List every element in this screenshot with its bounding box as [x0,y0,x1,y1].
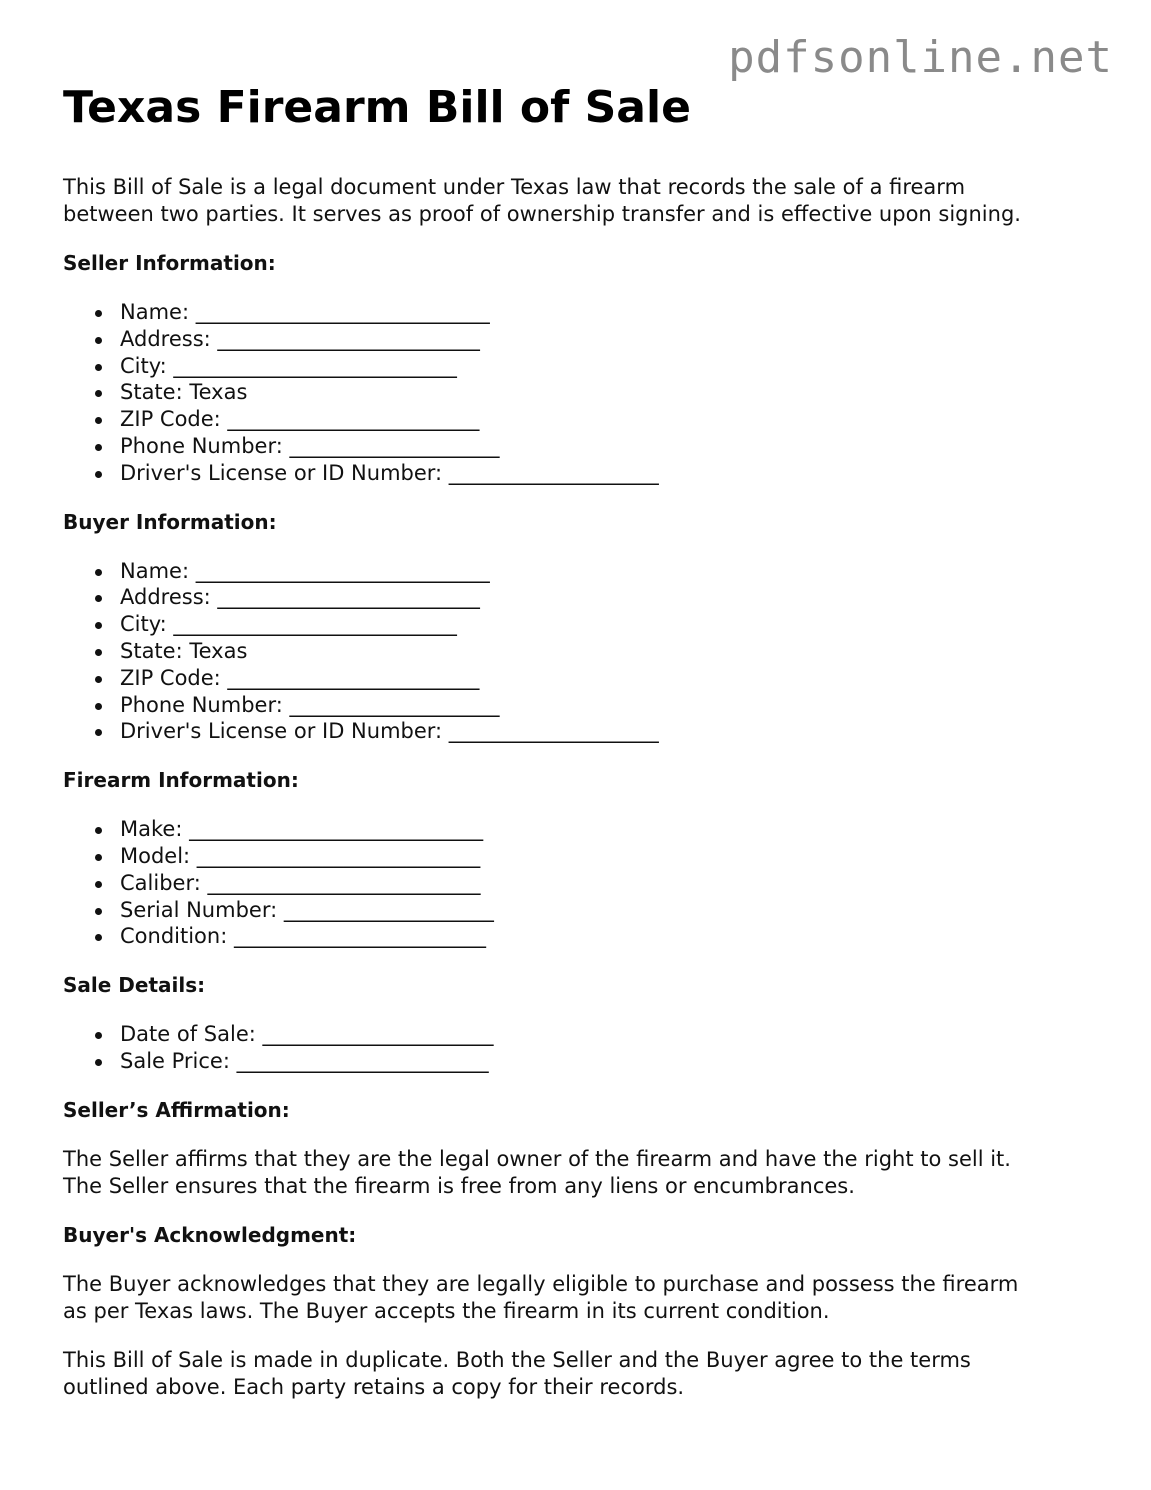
affirmation-line: The Seller affirms that they are the legal owner of the firearm and have the right to sell it. [63,1146,1011,1171]
seller-affirmation-heading: Seller’s Affirmation: [63,1097,290,1122]
firearm-caliber-field[interactable]: Caliber: __________________________ [63,870,1103,897]
seller-zip-field[interactable]: ZIP Code: ________________________ [63,406,1103,433]
acknowledgment-line: as per Texas laws. The Buyer accepts the firearm in its current condition. [63,1298,830,1323]
buyer-id-field[interactable]: Driver's License or ID Number: ____________________ [63,718,1103,745]
sale-details-list [63,1021,1103,1075]
buyer-info-heading: Buyer Information: [63,509,277,534]
sale-price-field[interactable]: Sale Price: ________________________ [63,1048,1103,1075]
closing-line: outlined above. Each party retains a copy for their records. [63,1374,685,1399]
seller-city-field[interactable]: City: ___________________________ [63,353,1103,380]
document-body [63,80,1103,1401]
buyer-acknowledgment-heading: Buyer's Acknowledgment: [63,1222,357,1247]
buyer-phone-field[interactable]: Phone Number: ____________________ [63,692,1103,719]
intro-line: between two parties. It serves as proof of ownership transfer and is effective upon signing. [63,202,1021,226]
firearm-serial-field[interactable]: Serial Number: ____________________ [63,897,1103,924]
firearm-condition-field[interactable]: Condition: ________________________ [63,923,1103,950]
intro-line: This Bill of Sale is a legal document under Texas law that records the sale of a firearm [63,175,966,199]
sale-date-field[interactable]: Date of Sale: ______________________ [63,1021,1103,1048]
buyer-info-list [63,558,1103,746]
document-title: Texas Firearm Bill of Sale [63,82,691,133]
seller-affirmation-text [63,1146,1103,1200]
seller-phone-field[interactable]: Phone Number: ____________________ [63,433,1103,460]
firearm-info-heading: Firearm Information: [63,768,299,793]
closing-line: This Bill of Sale is made in duplicate. Both the Seller and the Buyer agree to the terms [63,1347,971,1372]
buyer-address-field[interactable]: Address: _________________________ [63,584,1103,611]
acknowledgment-line: The Buyer acknowledges that they are legally eligible to purchase and possess the firearm [63,1271,1019,1296]
closing-paragraph [63,1347,1103,1401]
firearm-model-field[interactable]: Model: ___________________________ [63,843,1103,870]
firearm-info-list [63,816,1103,950]
firearm-make-field[interactable]: Make: ____________________________ [63,816,1103,843]
buyer-zip-field[interactable]: ZIP Code: ________________________ [63,665,1103,692]
buyer-city-field[interactable]: City: ___________________________ [63,611,1103,638]
seller-state-field: State: Texas [63,379,1103,406]
buyer-name-field[interactable]: Name: ____________________________ [63,558,1103,585]
buyer-acknowledgment-text [63,1271,1103,1325]
affirmation-line: The Seller ensures that the firearm is free from any liens or encumbrances. [63,1173,855,1198]
seller-info-heading: Seller Information: [63,251,276,275]
intro-paragraph [63,174,1103,228]
watermark: pdfsonline.net [728,32,1113,83]
seller-address-field[interactable]: Address: _________________________ [63,326,1103,353]
sale-details-heading: Sale Details: [63,973,206,998]
seller-name-field[interactable]: Name: ____________________________ [63,299,1103,326]
seller-info-list [63,299,1103,487]
buyer-state-field: State: Texas [63,638,1103,665]
seller-id-field[interactable]: Driver's License or ID Number: ____________________ [63,460,1103,487]
